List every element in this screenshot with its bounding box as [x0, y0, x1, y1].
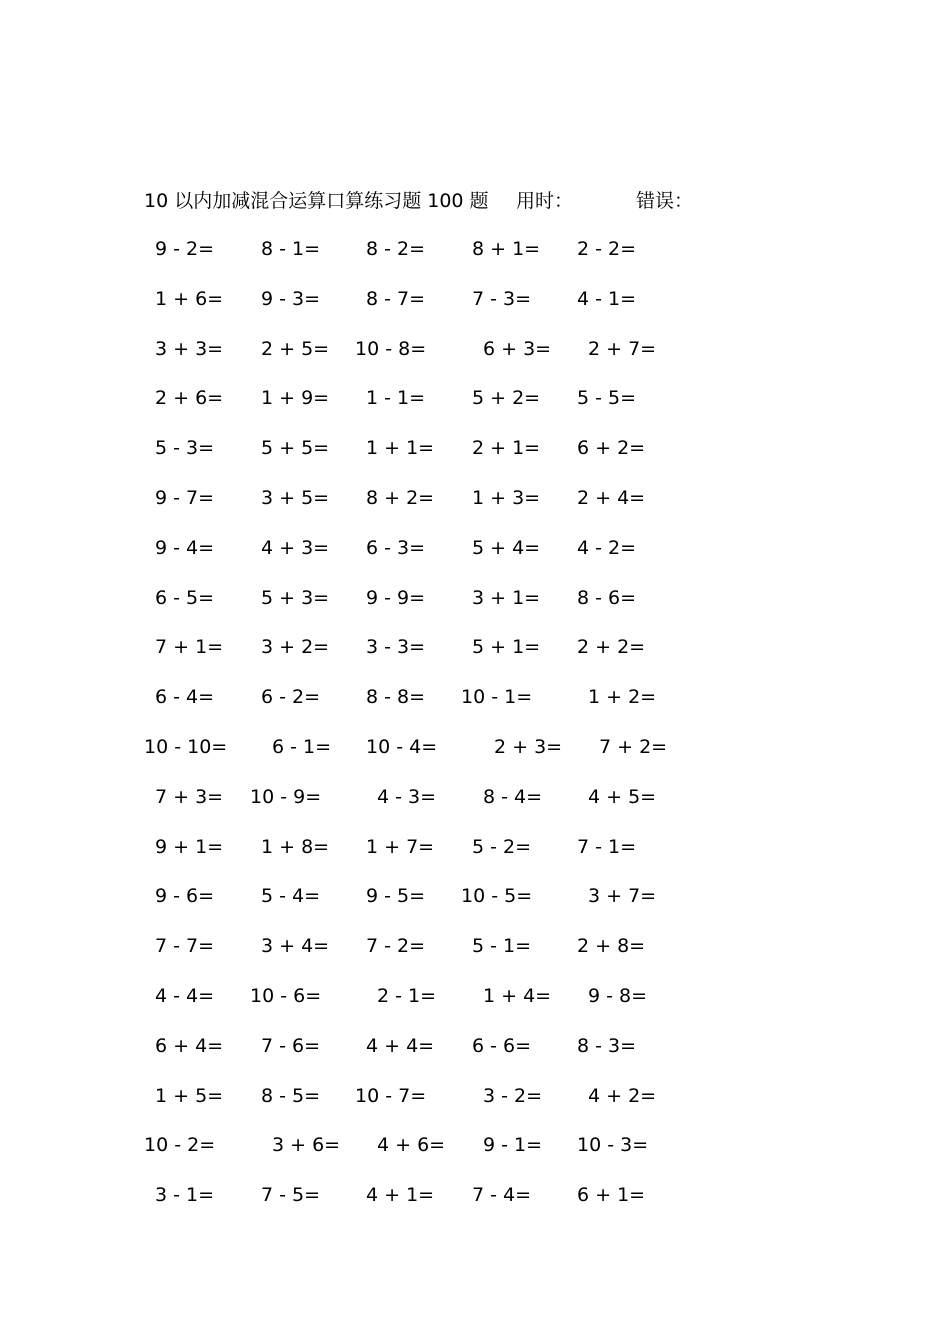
problem-row: [0, 981, 950, 1031]
problem-item: 4 + 6=: [377, 1134, 446, 1157]
problem-item: 1 - 1=: [366, 387, 426, 410]
problem-item: 5 - 3=: [155, 437, 215, 460]
problem-item: 3 - 2=: [483, 1084, 543, 1107]
problem-item: 10 - 8=: [355, 337, 427, 360]
problem-item: 5 - 2=: [472, 835, 532, 858]
problem-item: 9 - 9=: [366, 586, 426, 609]
problem-item: 6 + 4=: [155, 1034, 224, 1057]
problem-item: 8 - 2=: [366, 238, 426, 260]
problem-item: 7 - 1=: [577, 835, 637, 858]
problem-item: 8 + 2=: [366, 486, 435, 509]
problem-row: [0, 931, 950, 981]
problem-item: 8 - 6=: [577, 586, 637, 609]
problem-item: 6 + 1=: [577, 1184, 646, 1207]
problem-item: 4 + 3=: [261, 536, 330, 559]
problem-item: 3 + 4=: [261, 935, 330, 958]
problem-item: 6 - 3=: [366, 536, 426, 559]
problem-row: [0, 1081, 950, 1131]
worksheet-header: [144, 186, 844, 216]
problem-item: 8 - 1=: [261, 238, 321, 260]
problem-item: 7 - 3=: [472, 287, 532, 310]
problem-item: 2 + 2=: [577, 636, 646, 659]
problem-item: 4 - 2=: [577, 536, 637, 559]
problem-item: 5 + 3=: [261, 586, 330, 609]
problem-item: 9 - 1=: [483, 1134, 543, 1157]
problem-item: 6 - 4=: [155, 686, 215, 709]
problem-item: 6 - 5=: [155, 586, 215, 609]
problem-item: 10 - 6=: [250, 984, 322, 1007]
problem-item: 9 - 2=: [155, 238, 215, 260]
problem-item: 1 + 9=: [261, 387, 330, 410]
problem-row: [0, 881, 950, 931]
problem-item: 5 + 2=: [472, 387, 541, 410]
problem-item: 3 + 3=: [155, 337, 224, 360]
problem-item: 7 - 5=: [261, 1184, 321, 1207]
problem-item: 3 - 1=: [155, 1184, 215, 1207]
problem-item: 1 + 6=: [155, 287, 224, 310]
problem-item: 10 - 1=: [461, 686, 533, 709]
problem-row: [0, 732, 950, 782]
problem-item: 5 - 5=: [577, 387, 637, 410]
problem-item: 3 + 6=: [272, 1134, 341, 1157]
problem-item: 9 - 4=: [155, 536, 215, 559]
problem-item: 8 + 1=: [472, 238, 541, 260]
problem-row: [0, 284, 950, 334]
problem-item: 2 + 3=: [494, 735, 563, 758]
problem-item: 1 + 8=: [261, 835, 330, 858]
problem-item: 4 - 4=: [155, 984, 215, 1007]
problem-item: 9 + 1=: [155, 835, 224, 858]
problem-item: 1 + 3=: [472, 486, 541, 509]
problem-item: 9 - 8=: [588, 984, 648, 1007]
problem-row: [0, 832, 950, 882]
problem-item: 2 - 2=: [577, 238, 637, 260]
problem-item: 1 + 5=: [155, 1084, 224, 1107]
problem-item: 4 - 3=: [377, 785, 437, 808]
problem-item: 4 + 2=: [588, 1084, 657, 1107]
problem-item: 10 - 4=: [366, 735, 438, 758]
problem-item: 6 + 3=: [483, 337, 552, 360]
problem-item: 4 - 1=: [577, 287, 637, 310]
problem-item: 3 + 2=: [261, 636, 330, 659]
problem-item: 7 - 4=: [472, 1184, 532, 1207]
problem-item: 10 - 7=: [355, 1084, 427, 1107]
problem-item: 7 - 6=: [261, 1034, 321, 1057]
problem-item: 10 - 10=: [144, 735, 228, 758]
problem-item: 10 - 9=: [250, 785, 322, 808]
problem-item: 3 + 7=: [588, 885, 657, 908]
problem-row: [0, 483, 950, 533]
problem-item: 5 - 1=: [472, 935, 532, 958]
problem-item: 1 + 2=: [588, 686, 657, 709]
problem-item: 7 - 2=: [366, 935, 426, 958]
problem-item: 3 + 5=: [261, 486, 330, 509]
worksheet-title: 10 以内加减混合运算口算练习题 100 题: [144, 190, 489, 212]
problem-item: 6 - 6=: [472, 1034, 532, 1057]
problem-row: [0, 533, 950, 583]
problem-item: 10 - 2=: [144, 1134, 216, 1157]
problem-item: 8 - 8=: [366, 686, 426, 709]
problem-item: 3 + 1=: [472, 586, 541, 609]
problem-item: 9 - 3=: [261, 287, 321, 310]
problem-item: 2 + 5=: [261, 337, 330, 360]
problem-item: 4 + 4=: [366, 1034, 435, 1057]
problem-item: 7 + 2=: [599, 735, 668, 758]
problem-row: [0, 1031, 950, 1081]
problem-item: 10 - 5=: [461, 885, 533, 908]
problem-item: 7 - 7=: [155, 935, 215, 958]
problem-item: 2 + 6=: [155, 387, 224, 410]
problem-item: 3 - 3=: [366, 636, 426, 659]
problem-item: 1 + 7=: [366, 835, 435, 858]
problem-row: [0, 1180, 950, 1230]
problem-item: 2 + 8=: [577, 935, 646, 958]
problem-row: [0, 782, 950, 832]
problem-item: 9 - 6=: [155, 885, 215, 908]
problem-item: 4 + 1=: [366, 1184, 435, 1207]
problem-item: 2 + 4=: [577, 486, 646, 509]
errors-label: 错误：: [636, 190, 694, 212]
problem-item: 6 + 2=: [577, 437, 646, 460]
problem-row: [0, 682, 950, 732]
problem-row: [0, 234, 950, 284]
problem-item: 6 - 1=: [272, 735, 332, 758]
problem-item: 8 - 7=: [366, 287, 426, 310]
problem-row: [0, 383, 950, 433]
problem-item: 9 - 7=: [155, 486, 215, 509]
problem-item: 9 - 5=: [366, 885, 426, 908]
problem-row: [0, 334, 950, 384]
problem-item: 10 - 3=: [577, 1134, 649, 1157]
problem-item: 2 + 7=: [588, 337, 657, 360]
problem-item: 6 - 2=: [261, 686, 321, 709]
problem-item: 7 + 3=: [155, 785, 224, 808]
problem-item: 8 - 3=: [577, 1034, 637, 1057]
problem-item: 1 + 4=: [483, 984, 552, 1007]
problem-item: 1 + 1=: [366, 437, 435, 460]
problem-item: 5 + 1=: [472, 636, 541, 659]
problem-item: 8 - 5=: [261, 1084, 321, 1107]
problem-row: [0, 632, 950, 682]
problem-item: 5 + 4=: [472, 536, 541, 559]
problem-row: [0, 1130, 950, 1180]
problem-item: 4 + 5=: [588, 785, 657, 808]
problem-row: [0, 583, 950, 633]
time-used-label: 用时：: [516, 190, 574, 212]
problem-item: 7 + 1=: [155, 636, 224, 659]
problem-item: 2 + 1=: [472, 437, 541, 460]
problem-item: 5 + 5=: [261, 437, 330, 460]
problem-item: 5 - 4=: [261, 885, 321, 908]
problem-item: 2 - 1=: [377, 984, 437, 1007]
problem-grid: [0, 234, 950, 1230]
problem-item: 8 - 4=: [483, 785, 543, 808]
problem-row: [0, 433, 950, 483]
